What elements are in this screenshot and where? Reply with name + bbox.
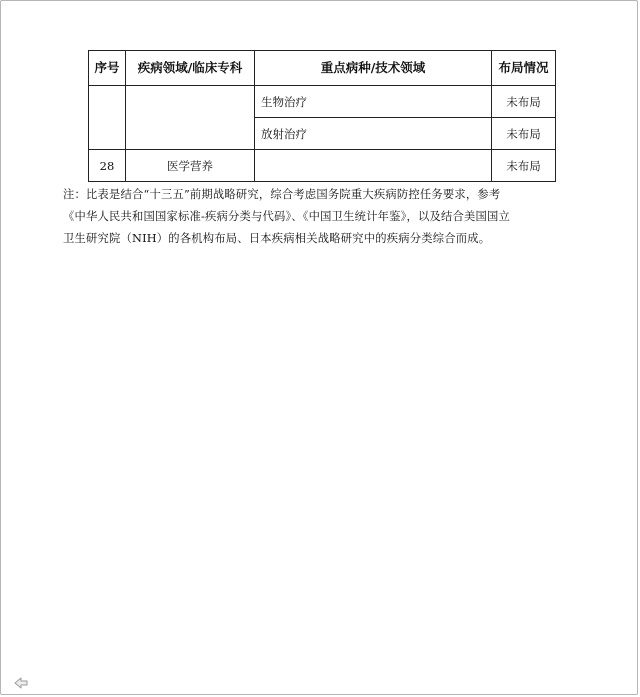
footnote-line: 《中华人民共和国国家标准-疾病分类与代码》、《中国卫生统计年鉴》，以及结合美国国立 <box>63 210 510 223</box>
cell-focus-area: 生物治疗 <box>255 86 492 118</box>
disease-layout-table <box>88 50 556 182</box>
cell-serial-number: 28 <box>89 150 126 182</box>
disease-layout-table-container <box>88 50 555 182</box>
header-serial-number: 序号 <box>89 51 126 86</box>
table-row <box>89 118 556 150</box>
header-layout-status: 布局情况 <box>492 51 556 86</box>
cell-focus-area: 放射治疗 <box>255 118 492 150</box>
header-disease-field: 疾病领域/临床专科 <box>126 51 255 86</box>
table-row <box>89 86 556 118</box>
cell-serial-number <box>89 86 126 118</box>
table-header-row <box>89 51 556 86</box>
cell-layout-status: 未布局 <box>492 86 556 118</box>
cell-serial-number <box>89 118 126 150</box>
footnote-line: 卫生研究院（NIH）的各机构布局、日本疾病相关战略研究中的疾病分类综合而成。 <box>63 232 491 245</box>
cell-layout-status: 未布局 <box>492 118 556 150</box>
cell-disease-field <box>126 118 255 150</box>
cell-focus-area <box>255 150 492 182</box>
cell-disease-field <box>126 86 255 118</box>
cell-disease-field: 医学营养 <box>126 150 255 182</box>
cell-layout-status: 未布局 <box>492 150 556 182</box>
table-footnote <box>63 184 583 250</box>
back-arrow-icon[interactable] <box>14 677 28 689</box>
table-row <box>89 150 556 182</box>
footnote-line: 注：比表是结合“十三五”前期战略研究，综合考虑国务院重大疾病防控任务要求，参考 <box>63 188 501 201</box>
header-focus-area: 重点病种/技术领域 <box>255 51 492 86</box>
